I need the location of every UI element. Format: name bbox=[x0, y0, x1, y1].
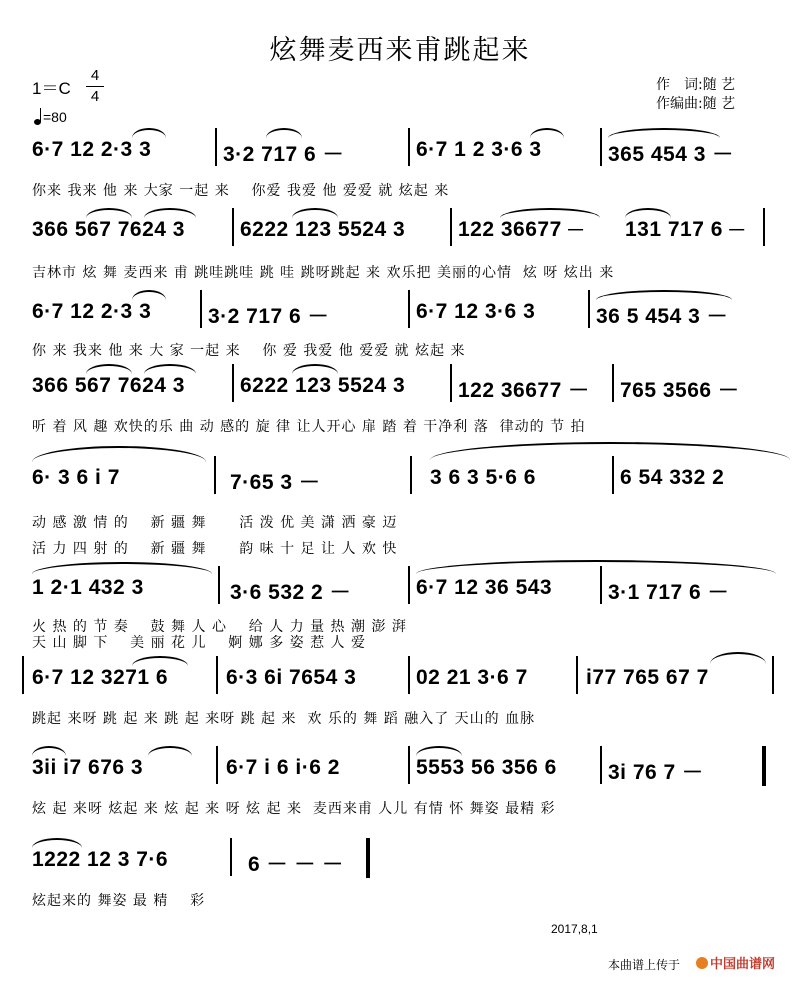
slur bbox=[266, 128, 302, 138]
barline bbox=[612, 456, 614, 494]
barline bbox=[763, 208, 765, 246]
barline bbox=[410, 456, 412, 494]
slur bbox=[430, 442, 790, 460]
barline bbox=[200, 290, 202, 328]
logo-text: 中国曲谱网 bbox=[710, 957, 776, 972]
lyric-line: 你 来 我来 他 来 大 家 一起 来 你 爱 我爱 他 爱爱 就 炫起 来 bbox=[32, 343, 466, 359]
measure: 122 36677 － bbox=[458, 379, 590, 402]
measure: 6·7 12 2·3 3 bbox=[32, 138, 152, 161]
slur bbox=[148, 746, 192, 756]
slur bbox=[500, 208, 600, 218]
lyric-line: 听 着 风 趣 欢快的乐 曲 动 感的 旋 律 让人开心 扉 踏 着 干净利 落 律动的 节 拍 bbox=[32, 419, 586, 435]
slur bbox=[86, 208, 132, 218]
site-logo[interactable] bbox=[696, 953, 775, 972]
barline bbox=[450, 364, 452, 402]
barline bbox=[232, 208, 234, 246]
measure: 6·7 12 36 543 bbox=[416, 576, 553, 599]
barline bbox=[408, 656, 410, 694]
barline bbox=[408, 128, 410, 166]
barline bbox=[230, 838, 232, 876]
barline bbox=[214, 456, 216, 494]
measure: 6222 123 5524 3 bbox=[240, 218, 406, 241]
measure: 3·2 717 6 － bbox=[223, 143, 345, 166]
barline bbox=[408, 566, 410, 604]
slur bbox=[32, 746, 66, 756]
meter-top: 4 bbox=[90, 67, 100, 84]
measure: 1222 12 3 7·6 bbox=[32, 848, 169, 871]
measure: 3ii i7 676 3 bbox=[32, 756, 144, 779]
slur bbox=[530, 128, 564, 138]
slur bbox=[625, 208, 671, 218]
upload-note: 本曲谱上传于 bbox=[608, 958, 681, 972]
date: 2017,8,1 bbox=[551, 922, 598, 936]
measure: 5553 56 356 6 bbox=[416, 756, 557, 779]
barline bbox=[600, 128, 602, 166]
meter-bottom: 4 bbox=[90, 88, 100, 105]
slur bbox=[132, 128, 166, 138]
measure: i77 765 67 7 bbox=[586, 666, 709, 689]
barline bbox=[600, 746, 602, 784]
measure: 3·6 532 2 － bbox=[230, 581, 352, 604]
slur bbox=[416, 560, 776, 574]
barline bbox=[215, 128, 217, 166]
barline bbox=[232, 364, 234, 402]
slur bbox=[596, 290, 732, 300]
measure: 36 5 454 3 － bbox=[596, 305, 729, 328]
final-barline bbox=[366, 838, 370, 878]
slur bbox=[292, 364, 338, 374]
lyric-line: 动 感 激 情 的 新 疆 舞 活 泼 优 美 潇 洒 豪 迈 bbox=[32, 515, 398, 531]
slur bbox=[710, 652, 766, 664]
measure: 7·65 3 － bbox=[230, 471, 321, 494]
measure: 6· 3 6 i 7 bbox=[32, 466, 120, 489]
lyric-line: 跳起 来呀 跳 起 来 跳 起 来呀 跳 起 来 欢 乐的 舞 蹈 融入了 天山的 血脉 bbox=[32, 711, 536, 727]
barline bbox=[216, 656, 218, 694]
measure: 366 567 7624 3 bbox=[32, 374, 185, 397]
time-signature bbox=[86, 67, 104, 106]
credits bbox=[656, 76, 735, 114]
measure: 6·7 1 2 3·6 3 bbox=[416, 138, 542, 161]
barline bbox=[612, 364, 614, 402]
lyric-line: 你来 我来 他 来 大家 一起 来 你爱 我爱 他 爱爱 就 炫起 来 bbox=[32, 183, 450, 199]
measure: 131 717 6 ─ bbox=[625, 218, 745, 241]
barline bbox=[408, 746, 410, 784]
barline bbox=[576, 656, 578, 694]
lyricist-credit: 作 词:随 艺 bbox=[656, 77, 736, 93]
measure: 6·3 6i 7654 3 bbox=[226, 666, 357, 689]
tempo-value: =80 bbox=[43, 109, 67, 125]
lyric-line: 活 力 四 射 的 新 疆 舞 韵 味 十 足 让 人 欢 快 bbox=[32, 541, 398, 557]
measure: 1 2·1 432 3 bbox=[32, 576, 144, 599]
slur bbox=[32, 562, 212, 574]
slur bbox=[144, 364, 196, 374]
measure: 6·7 12 3271 6 bbox=[32, 666, 169, 689]
measure: 3·2 717 6 － bbox=[208, 305, 330, 328]
measure: 365 454 3 － bbox=[608, 143, 734, 166]
measure: 6 － － － bbox=[248, 853, 344, 876]
key-signature: 1＝C bbox=[32, 79, 71, 98]
measure: 3 6 3 5·6 6 bbox=[430, 466, 536, 489]
measure: 6 54 332 2 bbox=[620, 466, 725, 489]
slur bbox=[86, 364, 132, 374]
lyric-line: 火 热 的 节 奏 鼓 舞 人 心 给 人 力 量 热 潮 澎 湃 bbox=[32, 619, 407, 635]
slur bbox=[292, 208, 338, 218]
quarter-note-icon bbox=[34, 119, 41, 125]
measure: 6·7 12 3·6 3 bbox=[416, 300, 536, 323]
barline bbox=[772, 656, 774, 694]
measure: 6·7 i 6 i·6 2 bbox=[226, 756, 340, 779]
measure: 02 21 3·6 7 bbox=[416, 666, 528, 689]
slur bbox=[32, 838, 82, 848]
lyric-line: 吉林市 炫 舞 麦西来 甫 跳哇跳哇 跳 哇 跳呀跳起 来 欢乐把 美丽的心情 炫 呀 炫出 来 bbox=[32, 265, 615, 281]
measure: 6·7 12 2·3 3 bbox=[32, 300, 152, 323]
tempo-marking bbox=[34, 109, 67, 125]
measure: 366 567 7624 3 bbox=[32, 218, 185, 241]
score-title: 炫舞麦西来甫跳起来 bbox=[269, 35, 531, 66]
barline bbox=[588, 290, 590, 328]
lyric-line: 天 山 脚 下 美 丽 花 儿 婀 娜 多 姿 惹 人 爱 bbox=[32, 635, 367, 651]
slur bbox=[132, 656, 188, 666]
barline bbox=[216, 746, 218, 784]
slur bbox=[132, 290, 166, 300]
barline bbox=[450, 208, 452, 246]
measure: 3·1 717 6 － bbox=[608, 581, 730, 604]
lyric-line: 炫起来的 舞姿 最 精 彩 bbox=[32, 893, 206, 909]
barline bbox=[22, 656, 24, 694]
slur bbox=[144, 208, 196, 218]
measure: 122 36677 ─ bbox=[458, 218, 584, 241]
barline bbox=[408, 290, 410, 328]
lyric-line: 炫 起 来呀 炫起 来 炫 起 来 呀 炫 起 来 麦西来甫 人儿 有情 怀 舞姿 最精 彩 bbox=[32, 801, 556, 817]
slur bbox=[416, 746, 462, 756]
measure: 3i 76 7 － bbox=[608, 761, 704, 784]
barline bbox=[218, 566, 220, 604]
repeat-barline bbox=[762, 746, 766, 786]
composer-credit: 作编曲:随 艺 bbox=[656, 96, 736, 112]
measure: 6222 123 5524 3 bbox=[240, 374, 406, 397]
logo-icon bbox=[696, 957, 708, 969]
measure: 765 3566 － bbox=[620, 379, 740, 402]
slur bbox=[608, 128, 720, 138]
slur bbox=[32, 446, 206, 462]
